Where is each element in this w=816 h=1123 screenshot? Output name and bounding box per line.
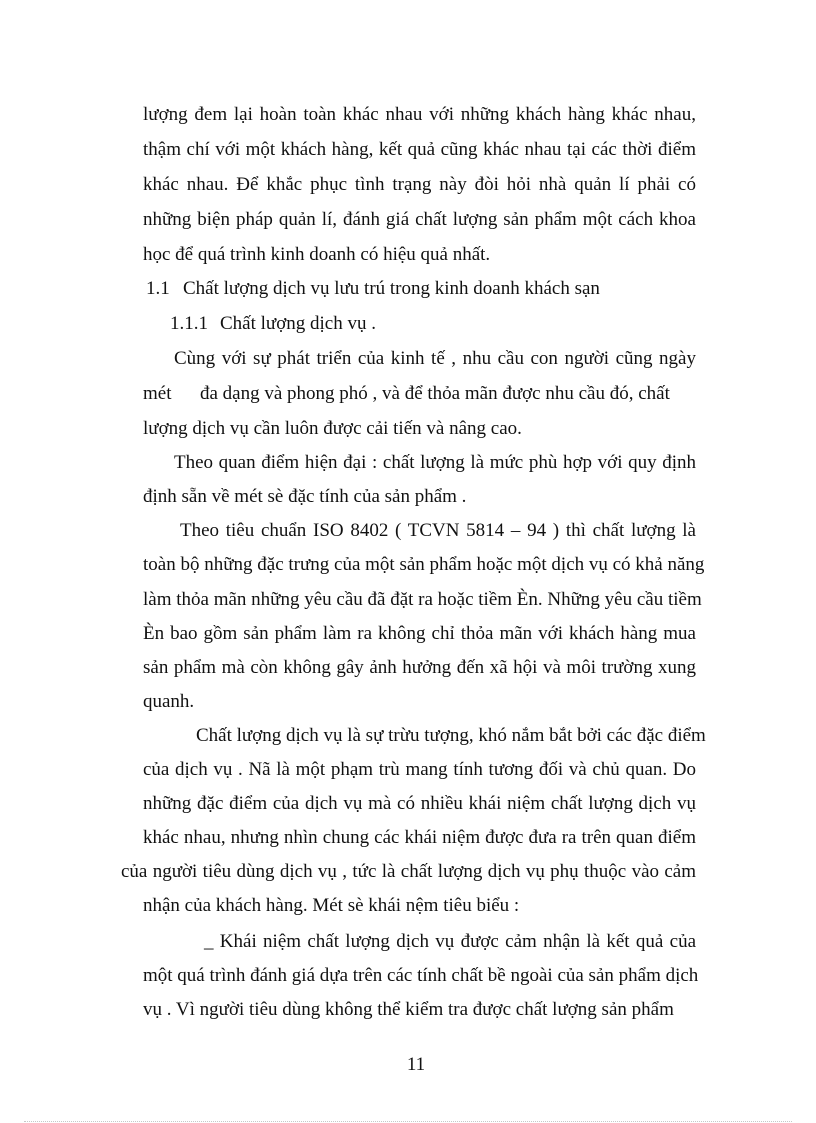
paragraph-1-line-5: học để quá trình kinh doanh có hiệu quả nhất.	[143, 244, 491, 265]
paragraph-4-line-6: quanh.	[143, 691, 195, 712]
paragraph-4-line-3: làm thỏa mãn những yêu cầu đã đặt ra hoặc tiềm Èn. Những yêu cầu tiềm	[143, 589, 702, 610]
paragraph-4-line-1: Theo tiêu chuẩn ISO 8402 ( TCVN 5814 – 94 ) thì chất lượng là	[180, 520, 696, 541]
paragraph-5-line-2: của dịch vụ . Nã là một phạm trù mang tính tương đối và chủ quan. Do	[143, 759, 696, 780]
paragraph-5-line-6: nhận của khách hàng. Mét sè khái nệm tiêu biểu :	[143, 895, 520, 916]
paragraph-1-line-4: những biện pháp quản lí, đánh giá chất lượng sản phẩm một cách khoa	[143, 209, 696, 230]
page-bottom-divider	[24, 1121, 792, 1122]
paragraph-3-line-2: định sẵn về mét sè đặc tính của sản phẩm .	[143, 486, 467, 507]
paragraph-2-line-2: mét đa dạng và phong phó , và để thỏa mãn được nhu cầu đó, chất	[143, 383, 670, 404]
heading-1-1-1-number: 1.1.1	[170, 313, 208, 334]
paragraph-6-line-1: _ Khái niệm chất lượng dịch vụ được cảm nhận là kết quả của	[204, 931, 696, 952]
paragraph-5-line-3: những đặc điểm của dịch vụ mà có nhiều khái niệm chất lượng dịch vụ	[143, 793, 696, 814]
paragraph-2-line-3: lượng dịch vụ cần luôn được cải tiến và nâng cao.	[143, 418, 522, 439]
paragraph-6-line-3: vụ . Vì người tiêu dùng không thể kiểm tra được chất lượng sản phẩm	[143, 999, 674, 1020]
heading-1-1-1-title: Chất lượng dịch vụ .	[220, 313, 376, 334]
paragraph-1-line-2: thậm chí với một khách hàng, kết quả cũng khác nhau tại các thời điểm	[143, 139, 696, 160]
paragraph-6-line-2: một quá trình đánh giá dựa trên các tính chất bề ngoài của sản phẩm dịch	[143, 965, 699, 986]
heading-1-1-title: Chất lượng dịch vụ lưu trú trong kinh doanh khách sạn	[183, 278, 600, 299]
paragraph-4-line-4: Èn bao gồm sản phẩm làm ra không chỉ thỏa mãn với khách hàng mua	[143, 623, 696, 644]
paragraph-2-line-1: Cùng với sự phát triển của kinh tế , nhu cầu con người cũng ngày	[174, 348, 696, 369]
paragraph-4-line-2: toàn bộ những đặc trưng của một sản phẩm hoặc một dịch vụ có khả năng	[143, 554, 705, 575]
page-number: 11	[406, 1054, 426, 1075]
paragraph-3-line-1: Theo quan điểm hiện đại : chất lượng là mức phù hợp với quy định	[174, 452, 696, 473]
paragraph-1-line-1: lượng đem lại hoàn toàn khác nhau với những khách hàng khác nhau,	[143, 104, 696, 125]
paragraph-5-line-5: của người tiêu dùng dịch vụ , tức là chất lượng dịch vụ phụ thuộc vào cảm	[121, 861, 696, 882]
paragraph-5-line-4: khác nhau, nhưng nhìn chung các khái niệm được đưa ra trên quan điểm	[143, 827, 696, 848]
paragraph-4-line-5: sản phẩm mà còn không gây ảnh hưởng đến xã hội và môi trường xung	[143, 657, 696, 678]
heading-1-1-number: 1.1	[146, 278, 170, 299]
paragraph-5-line-1: Chất lượng dịch vụ là sự trừu tượng, khó nắm bắt bởi các đặc điểm	[196, 725, 706, 746]
paragraph-1-line-3: khác nhau. Để khắc phục tình trạng này đòi hỏi nhà quản lí phải có	[143, 174, 696, 195]
